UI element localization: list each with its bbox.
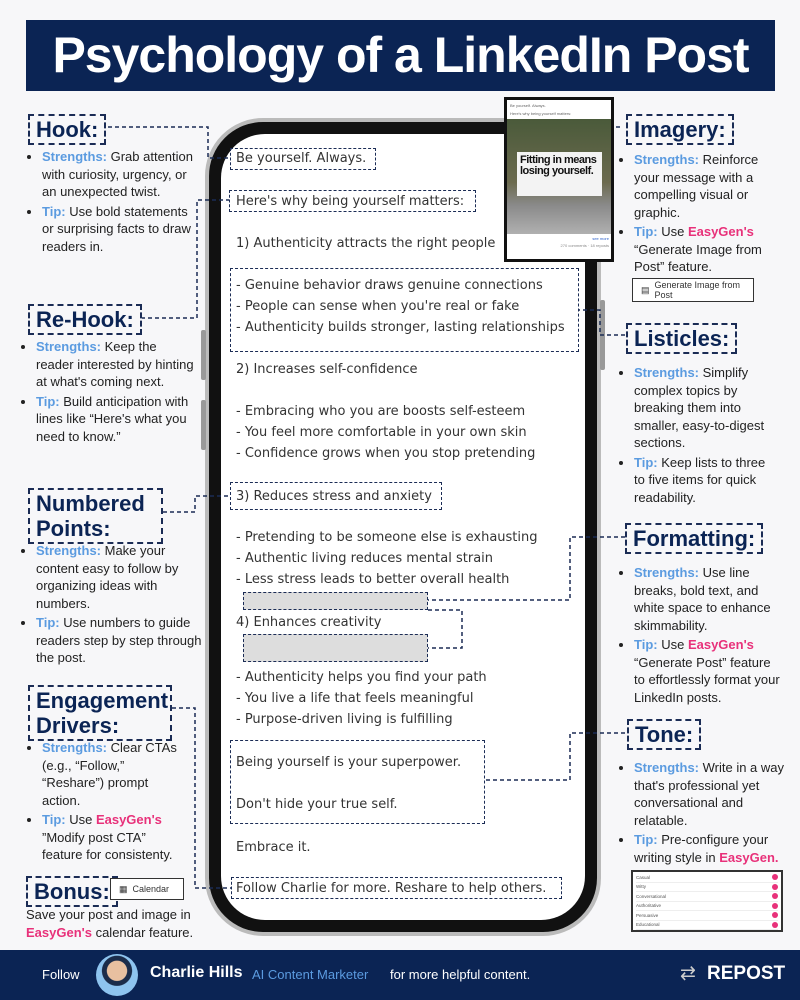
check-icon	[772, 922, 778, 928]
strengths-label: Strengths:	[36, 339, 101, 354]
author-role: AI Content Marketer	[252, 967, 369, 982]
billboard-text: Fitting in means losing yourself.	[517, 152, 602, 196]
numbered-heading: Numbered Points:	[28, 488, 163, 544]
strengths-label: Strengths:	[634, 760, 699, 775]
tone-heading: Tone:	[627, 719, 701, 750]
writing-style-label: Persuasive	[636, 912, 659, 918]
image-icon: ▤	[641, 284, 650, 295]
check-icon	[772, 893, 778, 899]
footer-bar	[0, 950, 800, 1000]
tip-label: Tip:	[36, 615, 60, 630]
brand-name: EasyGen's	[26, 924, 92, 940]
preview-line: Here's why being yourself matters:	[510, 111, 572, 116]
tip-text: Use bold statements or surprising facts to draw readers in.	[42, 203, 191, 254]
follow-suffix: for more helpful content.	[390, 967, 531, 982]
strengths-text: Make your content easy to follow by organizing ideas with numbers.	[36, 543, 179, 611]
listicles-heading: Listicles:	[626, 323, 737, 354]
check-icon	[772, 912, 778, 918]
tip-text: Build anticipation with lines like “Here's what you need to know.”	[36, 393, 189, 444]
calendar-button-label: Calendar	[132, 884, 170, 894]
repost-icon[interactable]: ⇄	[680, 963, 696, 984]
bonus-text-part: calendar feature.	[91, 924, 194, 940]
post-line: 1) Authenticity attracts the right people	[236, 236, 496, 251]
brand-name: EasyGen.	[719, 849, 779, 865]
post-line: - People can sense when you're real or fake	[236, 299, 520, 314]
post-line: - Pretending to be someone else is exhausting	[236, 530, 538, 545]
preview-stats: 270 comments · 18 reposts	[560, 243, 609, 248]
post-line: Here's why being yourself matters:	[236, 194, 465, 209]
engagement-section	[28, 739, 188, 866]
post-line: - Authentic living reduces mental strain	[236, 551, 494, 566]
strengths-label: Strengths:	[634, 152, 699, 167]
post-line: Be yourself. Always.	[236, 151, 367, 166]
see-more-link: see more	[592, 236, 609, 241]
formatting-section	[620, 564, 785, 708]
tip-label: Tip:	[36, 393, 60, 409]
strengths-label: Strengths:	[36, 543, 101, 558]
writing-style-item[interactable]	[636, 892, 778, 902]
strengths-text: Simplify complex topics by breaking them into smaller, easy-to-digest sections.	[634, 365, 765, 450]
tip-text: Keep lists to three to five items for quick readability.	[634, 454, 766, 505]
writing-style-item[interactable]	[636, 921, 778, 931]
post-line: - Less stress leads to better overall health	[236, 572, 510, 587]
post-line: - Genuine behavior draws genuine connections	[236, 278, 543, 293]
brand-name: EasyGen's	[687, 224, 754, 239]
post-line: - Authenticity helps you find your path	[236, 670, 487, 685]
strengths-label: Strengths:	[42, 149, 107, 164]
check-icon	[772, 884, 778, 890]
strengths-text: Write in a way that's professional yet conversational and relatable.	[634, 760, 785, 828]
formatting-heading: Formatting:	[625, 523, 763, 554]
brand-name: EasyGen's	[687, 637, 754, 652]
writing-style-label: Educational	[636, 922, 660, 928]
post-line: - Purpose-driven living is fulfilling	[236, 712, 453, 727]
strengths-text: Clear CTAs (e.g., “Follow,” “Reshare”) prompt action.	[42, 740, 177, 808]
listicles-section	[620, 364, 770, 508]
tip-text: ”Modify post CTA” feature for consistenty.	[42, 829, 173, 862]
writing-style-item[interactable]	[636, 883, 778, 893]
writing-style-item[interactable]	[636, 873, 778, 883]
hook-heading: Hook:	[28, 114, 106, 145]
writing-style-item[interactable]	[636, 902, 778, 912]
strengths-label: Strengths:	[634, 565, 699, 580]
post-line: - You feel more comfortable in your own skin	[236, 425, 527, 440]
generate-image-button[interactable]	[632, 278, 754, 302]
tip-label: Tip:	[634, 637, 658, 652]
rehook-heading: Re-Hook:	[28, 304, 142, 335]
imagery-heading: Imagery:	[626, 114, 734, 145]
check-icon	[772, 874, 778, 880]
engagement-heading: Engagement Drivers:	[28, 685, 172, 741]
writing-style-label: Conversational	[636, 893, 667, 899]
strengths-label: Strengths:	[634, 365, 699, 380]
writing-style-label: Witty	[636, 884, 646, 890]
avatar[interactable]	[96, 954, 138, 996]
tip-text: “Generate Post” feature to effortlessly format your LinkedIn posts.	[634, 654, 780, 705]
post-line: - You live a life that feels meaningful	[236, 691, 474, 706]
tip-text: Use	[65, 812, 96, 827]
generate-image-label: Generate Image from Post	[654, 280, 741, 300]
strengths-label: Strengths:	[42, 740, 107, 755]
strengths-text: Grab attention with curiosity, urgency, or an unexpected twist.	[42, 149, 193, 199]
post-line: Being yourself is your superpower.	[236, 755, 462, 770]
strengths-text: Reinforce your message with a compelling visual or graphic.	[634, 152, 759, 220]
post-line: - Authenticity builds stronger, lasting relationships	[236, 320, 565, 335]
post-line: Follow Charlie for more. Reshare to help others.	[236, 881, 547, 896]
tip-label: Tip:	[634, 224, 658, 239]
tip-text: Use	[657, 224, 688, 239]
tip-text: Pre-configure your writing style in	[634, 832, 769, 865]
tip-label: Tip:	[634, 832, 658, 847]
hook-section	[28, 148, 198, 257]
writing-style-item[interactable]	[636, 911, 778, 921]
strengths-text: Keep the reader interested by hinting at what's coming next.	[36, 339, 194, 389]
bonus-text-part: Save your post and image in	[26, 907, 191, 922]
post-line: Don't hide your true self.	[236, 797, 398, 812]
tip-text: Use numbers to guide readers step by step through the post.	[36, 615, 202, 665]
post-line: 2) Increases self-confidence	[236, 362, 418, 377]
post-line: - Embracing who you are boosts self-esteem	[236, 404, 526, 419]
tip-text: “Generate Image from Post” feature.	[634, 241, 762, 274]
tip-text: Use	[657, 637, 688, 652]
writing-style-label: Casual	[636, 874, 651, 880]
page-title: Psychology of a LinkedIn Post	[26, 20, 775, 91]
strengths-text: Use line breaks, bold text, and white space to enhance skimmability.	[634, 565, 771, 633]
numbered-section	[22, 542, 202, 669]
post-line: 4) Enhances creativity	[236, 615, 382, 630]
bonus-heading: Bonus:	[26, 876, 118, 907]
tip-label: Tip:	[634, 454, 658, 470]
writing-style-list	[631, 870, 783, 932]
check-icon	[772, 903, 778, 909]
rehook-section	[22, 338, 197, 447]
follow-text: Follow	[42, 967, 80, 982]
calendar-icon: ▦	[119, 883, 128, 894]
tone-section	[620, 759, 790, 868]
brand-name: EasyGen's	[95, 812, 162, 827]
post-line: - Confidence grows when you stop pretending	[236, 446, 536, 461]
repost-label[interactable]: REPOST	[707, 963, 786, 984]
bonus-text	[26, 906, 206, 941]
writing-style-label: Authoritative	[636, 903, 662, 909]
post-line: Embrace it.	[236, 840, 311, 855]
tip-label: Tip:	[42, 203, 66, 219]
tip-label: Tip:	[42, 812, 66, 827]
imagery-section	[620, 151, 770, 278]
author-name[interactable]: Charlie Hills	[150, 964, 243, 981]
calendar-button[interactable]	[110, 878, 184, 900]
preview-line: Be yourself. Always.	[510, 103, 546, 108]
post-line: 3) Reduces stress and anxiety	[236, 489, 432, 504]
